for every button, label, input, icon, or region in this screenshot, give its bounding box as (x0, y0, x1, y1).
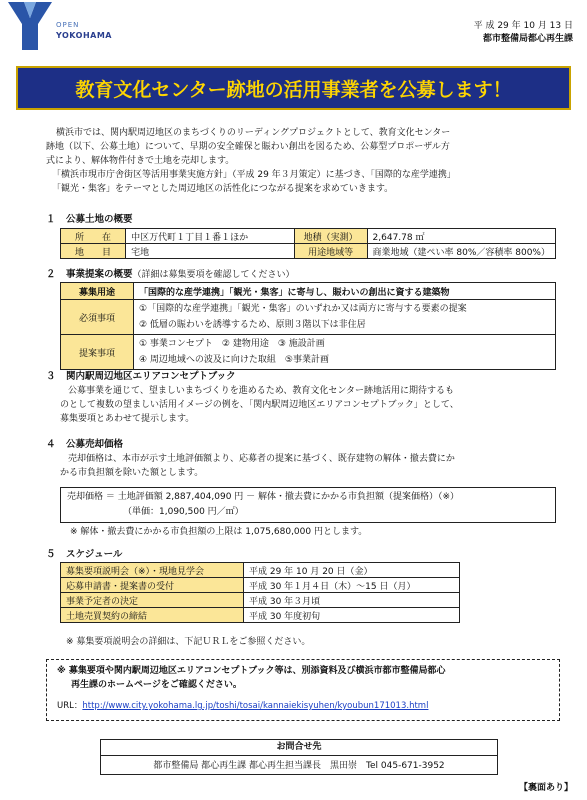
schedule-note: ※ 募集要項説明会の詳細は、下記ＵＲＬをご参照ください。 (66, 637, 311, 647)
logo-open-text: OPEN (56, 21, 80, 29)
section-number: １ (46, 214, 56, 225)
contact-box (100, 739, 498, 775)
use-value: 「国際的な産学連携」「観光・集客」に寄与し、賑わいの創出に資する建築物 (134, 283, 556, 300)
zoning-label: 用途地域等 (294, 244, 367, 259)
section-title: 公募土地の概要 (66, 214, 133, 225)
land-category-value: 宅地 (126, 244, 295, 259)
section-title: スケジュール (66, 549, 123, 560)
url-label: URL： (57, 701, 83, 711)
sale-price-formula: 売却価格 ＝ 土地評価額 2,887,404,090 円 － 解体・撤去費にかかる市負担額（提案価格）（※） (67, 492, 460, 502)
intro-line: 跡地（以下、公募土地）について、早期の安全確保と賑わい創出を図るため、公募型プロポーザル方 (46, 142, 450, 152)
section-title: 公募売却価格 (66, 439, 124, 450)
schedule-table (60, 562, 460, 623)
zoning-value: 商業地域（建ぺい率 80%／容積率 800%） (367, 244, 555, 259)
sale-price-formula-box (60, 487, 556, 523)
contact-title: お問合せ先 (101, 740, 497, 756)
schedule-item-label: 土地売買契約の締結 (61, 608, 244, 623)
paragraph-line: のとして複数の望ましい活用イメージの例を、「関内駅周辺地区エリアコンセプトブック」として、 (60, 400, 459, 410)
logo-yokohama-text: YOKOHAMA (56, 31, 112, 40)
use-label: 募集用途 (61, 283, 134, 300)
intro-line: 式により、解体物件付きで土地を売却します。 (46, 156, 235, 166)
schedule-item-label: 募集要項説明会（※）・現地見学会 (61, 563, 244, 578)
issuing-department: 都市整備局都心再生課 (482, 34, 573, 44)
required-items-label: 必須事項 (61, 300, 134, 335)
section-title: 事業提案の概要 (66, 269, 133, 280)
section-number: ２ (46, 269, 56, 280)
schedule-row (61, 578, 460, 593)
open-yokohama-logo-icon (8, 2, 52, 50)
proposal-item: ④ 周辺地域への波及に向けた取組 ⑤事業計画 (139, 355, 329, 365)
schedule-item-label: 事業予定者の決定 (61, 593, 244, 608)
url-line (57, 698, 549, 714)
intro-line: 「観光・集客」をテーマとした周辺地区の活性化につながる提案を求めていきます。 (52, 184, 394, 194)
schedule-item-date: 平成 29 年 10 月 20 日（金） (244, 563, 460, 578)
required-items-value (134, 300, 556, 335)
sale-price-paragraph (60, 452, 564, 480)
area-label: 地積（実測） (294, 229, 367, 244)
section-title: 関内駅周辺地区エリアコンセプトブック (66, 371, 236, 382)
paragraph-line: 公募事業を通じて、望ましいまちづくりを進めるため、教育文化センター跡地活用に期待するも (68, 386, 455, 396)
section-2-heading (46, 266, 295, 280)
contact-details: 都市整備局 都心再生課 都心再生担当課長 黒田崇 Tel 045-671-3952 (153, 761, 445, 771)
schedule-row (61, 593, 460, 608)
notice-box (46, 659, 560, 721)
schedule-item-date: 平成 30 年１月４日（木）～15 日（月） (244, 578, 460, 593)
cost-cap-note: ※ 解体・撤去費にかかる市負担額の上限は 1,075,680,000 円とします。 (70, 527, 368, 537)
section-number: ３ (46, 371, 56, 382)
land-overview-table (60, 228, 556, 259)
area-value: 2,647.78 ㎡ (367, 229, 555, 244)
unit-price: （単価：1,090,500 円／㎡） (123, 507, 244, 517)
issue-date: 平 成 29 年 10 月 13 日 (473, 21, 573, 31)
notice-line: ※ 募集要項や関内駅周辺地区エリアコンセプトブック等は、別添資料及び横浜市都市整備局都心 (57, 666, 446, 676)
land-category-label: 地 目 (61, 244, 126, 259)
proposal-item: ① 事業コンセプト ② 建物用途 ③ 施設計画 (139, 339, 325, 349)
required-item: ①「国際的な産学連携」「観光・集客」のいずれか又は両方に寄与する要素の提案 (139, 304, 467, 314)
reverse-side-note: 【裏面あり】 (518, 783, 573, 793)
proposal-overview-table (60, 282, 556, 370)
project-url-link[interactable]: http://www.city.yokohama.lg.jp/toshi/tosai/kannaiekisyuhen/kyoubun171013.html (82, 701, 429, 711)
location-value: 中区万代町１丁目１番１ほか (126, 229, 295, 244)
section-number: ５ (46, 549, 56, 560)
required-item: ② 低層の賑わいを誘導するため、原則３階以下は非住居 (139, 320, 366, 330)
intro-paragraph (46, 126, 564, 196)
paragraph-line: 売却価格は、本市が示す土地評価額より、応募者の提案に基づく、既存建物の解体・撤去費にか (68, 454, 455, 464)
intro-line: 「横浜市現市庁舎街区等活用事業実施方針」（平成 29 年３月策定）に基づき、「国際的な産学連携」 (52, 170, 456, 180)
location-label: 所 在 (61, 229, 126, 244)
concept-book-paragraph (60, 384, 564, 426)
intro-line: 横浜市では、関内駅周辺地区のまちづくりのリーディングプロジェクトとして、教育文化センター (56, 128, 451, 138)
notice-line: 再生課のホームページをご確認ください。 (71, 680, 242, 690)
section-number: ４ (46, 439, 56, 450)
page-title: 教育文化センター跡地の活用事業者を公募します！ (16, 66, 571, 110)
schedule-row (61, 608, 460, 623)
proposal-items-label: 提案事項 (61, 335, 134, 370)
paragraph-line: かる市負担額を除いた額とします。 (60, 468, 204, 478)
schedule-item-date: 平成 30 年度初旬 (244, 608, 460, 623)
section-note: （詳細は募集要項を確認してください） (132, 270, 295, 280)
schedule-item-label: 応募申請書・提案書の受付 (61, 578, 244, 593)
section-5-heading (46, 546, 122, 560)
section-3-heading (46, 368, 236, 382)
schedule-item-date: 平成 30 年３月頃 (244, 593, 460, 608)
section-4-heading (46, 436, 123, 450)
schedule-row (61, 563, 460, 578)
proposal-items-value (134, 335, 556, 370)
paragraph-line: 募集要項とあわせて提示します。 (60, 414, 195, 424)
section-1-heading (46, 211, 133, 225)
